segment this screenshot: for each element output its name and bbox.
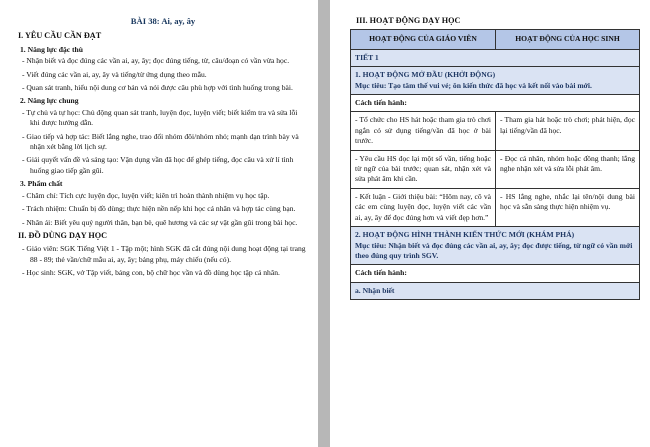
teacher-cell: - Kết luận - Giới thiệu bài: “Hôm nay, cô và các em cùng luyện đọc, luyện viết các vần ai, ay, ây để đọc đúng hơn và viết đẹp hơn.” [351, 188, 496, 226]
student-cell: - HS lắng nghe, nhắc lại tên/nội dung bài học và sẵn sàng thực hiện nhiệm vụ. [496, 188, 640, 226]
list-item: - Giải quyết vấn đề và sáng tạo: Vận dụng vần đã học để ghép tiếng, đọc câu và xử lí tình huống giao tiếp gần gũi. [22, 155, 294, 175]
list-item: - Viết đúng các vần ai, ay, ây và tiếng/từ ứng dụng theo mẫu. [22, 69, 207, 79]
sub-step-label: a. Nhận biết [351, 282, 640, 299]
activity-1-goal [355, 81, 635, 91]
section-teaching-tools: II. ĐỒ DÙNG DẠY HỌC [18, 230, 108, 240]
col-header-student: HOẠT ĐỘNG CỦA HỌC SINH [496, 30, 640, 49]
list-item: - Nhân ái: Biết yêu quý người thân, bạn bè, quê hương và các sự vật gần gũi trong bài học. [22, 217, 298, 227]
activity-1-header [351, 67, 640, 95]
goal-text: Nhận biết và đọc đúng các vần ai, ay, ây; đọc được tiếng, từ ngữ có vần mới theo đúng quy trình SGV. [355, 240, 633, 260]
method-label: Cách tiến hành: [351, 95, 640, 112]
goal-label: Mục tiêu: [355, 80, 387, 90]
list-item: - Quan sát tranh, hiểu nội dung cơ bản và nói được câu phù hợp với tình huống trong bài. [22, 83, 293, 93]
section-teaching-activities: III. HOẠT ĐỘNG DẠY HỌC [356, 16, 461, 25]
list-item: - Giao tiếp và hợp tác: Biết lắng nghe, trao đổi nhóm đôi/nhóm nhỏ; mạnh dạn trình bày và nhận xét bằng lời lịch sự. [22, 131, 299, 152]
table-row [351, 112, 640, 150]
table-row [351, 150, 640, 188]
section-requirements: I. YÊU CẦU CẦN ĐẠT [18, 31, 102, 41]
subsection-general-competence: 2. Năng lực chung [20, 96, 79, 106]
student-cell: - Đọc cá nhân, nhóm hoặc đồng thanh; lắng nghe nhận xét và sửa lỗi phát âm. [496, 150, 640, 188]
teacher-cell: - Tổ chức cho HS hát hoặc tham gia trò chơi ngắn có sử dụng tiếng/vần đã học ở bài trước. [351, 112, 496, 150]
activity-2-header [351, 227, 640, 265]
list-item: - Học sinh: SGK, vở Tập viết, bảng con, bộ chữ học vần và đồ dùng học tập cá nhân. [22, 268, 280, 278]
list-item: - Nhận biết và đọc đúng các vần ai, ay, ây; đọc đúng tiếng, từ, câu/đoạn có vần vừa học. [22, 56, 290, 66]
list-item: - Tự chủ và tự học: Chủ động quan sát tranh, luyện đọc, luyện viết; biết kiểm tra và sửa lỗi khi được hướng dẫn. [22, 107, 298, 128]
subsection-qualities: 3. Phẩm chất [20, 179, 63, 189]
period-label: TIẾT 1 [351, 49, 640, 66]
list-item: - Trách nhiệm: Chuẩn bị đồ dùng; thực hiện nền nếp khi học cá nhân và hợp tác cùng bạn. [22, 204, 296, 214]
table-row [351, 188, 640, 226]
student-cell: - Tham gia hát hoặc trò chơi; phát hiện, đọc lại tiếng/vần đã học. [496, 112, 640, 150]
teacher-cell: - Yêu cầu HS đọc lại một số vần, tiếng hoặc từ ngữ của bài trước; quan sát, nhận xét và sửa phát âm khi cần. [351, 150, 496, 188]
list-item: - Chăm chỉ: Tích cực luyện đọc, luyện viết; kiên trì hoàn thành nhiệm vụ học tập. [22, 190, 270, 200]
activity-1-title: 1. HOẠT ĐỘNG MỞ ĐẦU (KHỞI ĐỘNG) [355, 70, 496, 80]
right-page [330, 0, 650, 447]
list-item: - Giáo viên: SGK Tiếng Việt 1 - Tập một; hình SGK đã cắt đúng nội dung hoạt động tại trang 88 - 89; thẻ vần/chữ mẫu ai, ay, ây; bảng phụ, máy chiếu (nếu có). [22, 244, 306, 264]
activity-2-title: 2. HOẠT ĐỘNG HÌNH THÀNH KIẾN THỨC MỚI (KHÁM PHÁ) [355, 230, 575, 240]
goal-label: Mục tiêu: [355, 240, 387, 250]
subsection-specific-competence: 1. Năng lực đặc thù [20, 44, 83, 54]
left-page [0, 0, 318, 447]
goal-text: Tạo tâm thế vui vẻ; ôn kiến thức đã học và kết nối vào bài mới. [386, 80, 592, 90]
col-header-teacher: HOẠT ĐỘNG CỦA GIÁO VIÊN [351, 30, 496, 49]
activity-2-goal [355, 241, 635, 262]
lesson-title: BÀI 38: Ai, ay, ây [130, 16, 196, 26]
activities-table [350, 29, 640, 300]
method-label: Cách tiến hành: [351, 265, 640, 282]
